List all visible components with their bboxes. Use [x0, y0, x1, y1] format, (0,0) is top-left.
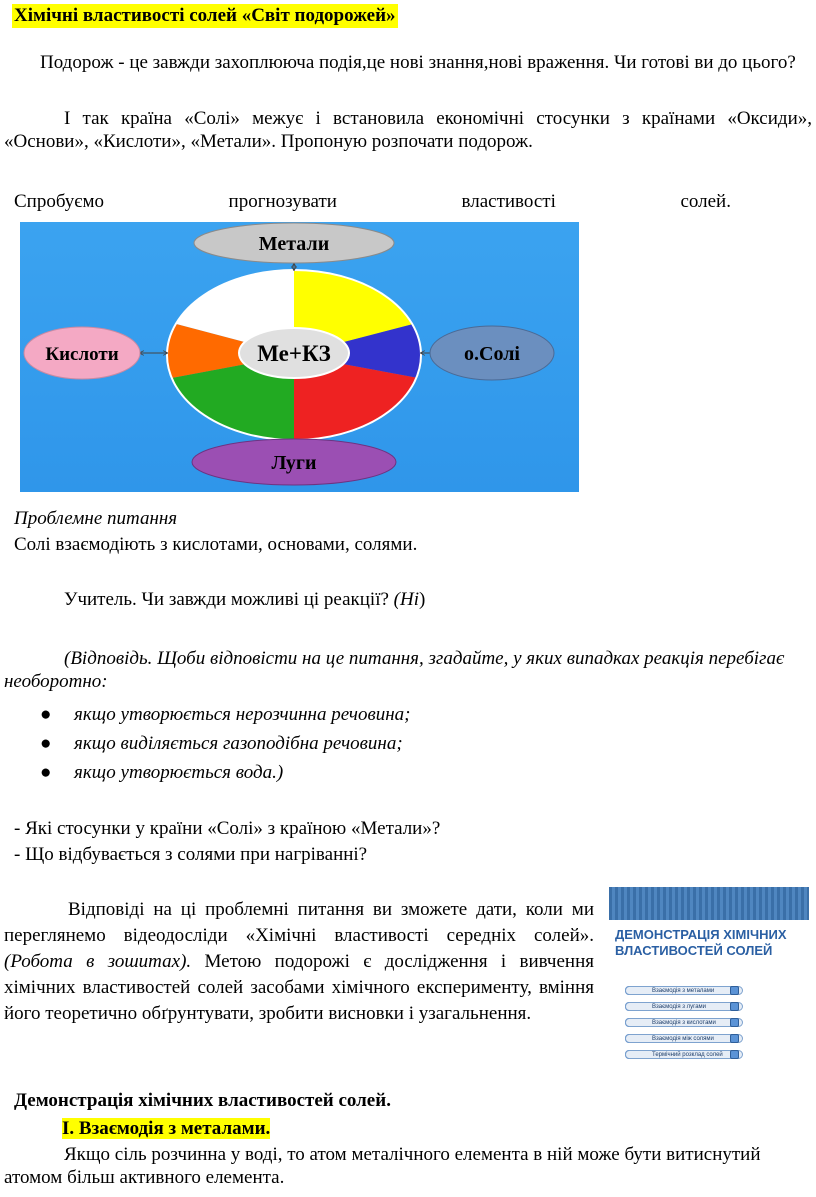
- predict-word: солей.: [680, 191, 731, 212]
- demo-video-thumbnail[interactable]: [609, 887, 809, 1052]
- salts-diagram: [20, 222, 579, 492]
- section-text: Якщо сіль розчинна у воді, то атом металічного елемента в ній може бути витиснутий атомом більш активного елемента.: [4, 1144, 761, 1188]
- answer-paragraph: (Відповідь. Щоби відповісти на це питання, згадайте, у яких випадках реакція перебігає необоротно:: [4, 648, 785, 692]
- teacher-question-text: Учитель. Чи завжди можливі ці реакції?: [64, 589, 394, 610]
- question-2: - Що відбувається з солями при нагріванні?: [14, 844, 368, 865]
- intro-paragraph-1: Подорож - це завжди захоплююча подія,це нові знання,нові враження. Чи готові ви до цього?: [40, 52, 796, 73]
- teacher-question: [64, 588, 425, 611]
- predict-word: властивості: [461, 191, 556, 212]
- predict-word: прогнозувати: [228, 191, 337, 212]
- closing-text-end: Метою подорожі є дослідження і вивчення хімічних властивостей солей засобами хімічного експерименту, вміння його теоретично обґрунтувати, зробити висновки і узагальнення.: [4, 951, 594, 1024]
- problem-statement: Солі взаємодіють з кислотами, основами, солями.: [14, 534, 418, 555]
- demo-item[interactable]: Взаємодія між солями: [625, 1034, 743, 1043]
- bullet-icon: ●: [40, 704, 52, 725]
- demo-item[interactable]: Взаємодія з металами: [625, 986, 743, 995]
- bullet-text: якщо утворюється нерозчинна речовина;: [74, 704, 411, 725]
- bullet-text: якщо утворюється вода.): [74, 762, 284, 783]
- top-label: Метали: [258, 233, 330, 255]
- right-label: о.Солі: [464, 343, 520, 365]
- bottom-label: Луги: [271, 452, 317, 474]
- question-1: - Які стосунки у країни «Солі» з країною «Метали»?: [14, 818, 441, 839]
- demo-play-icon[interactable]: [730, 1002, 739, 1011]
- page-title: Хімічні властивості солей «Світ подорожей»: [14, 5, 396, 26]
- bullet-item: [40, 703, 410, 726]
- teacher-answer: (Ні: [393, 589, 419, 610]
- bullet-icon: ●: [40, 733, 52, 754]
- bullet-icon: ●: [40, 762, 52, 783]
- demo-play-icon[interactable]: [730, 986, 739, 995]
- demo-last-row: [609, 1050, 809, 1064]
- closing-text-italic: (Робота в зошитах).: [4, 951, 192, 972]
- intro-paragraph-2: І так країна «Солі» межує і встановила економічні стосунки з країнами «Оксиди», «Основи», «Кислоти», «Метали». Пропоную розпочати подорож.: [4, 108, 812, 152]
- bullet-item: [40, 732, 403, 755]
- problem-heading: Проблемне питання: [14, 508, 178, 529]
- bullet-item: [40, 761, 283, 784]
- demo-play-icon[interactable]: [730, 1050, 739, 1059]
- demo-play-icon[interactable]: [730, 1034, 739, 1043]
- teacher-close: ): [419, 589, 426, 610]
- left-label: Кислоти: [45, 344, 119, 365]
- section-heading: Демонстрація хімічних властивостей солей.: [14, 1090, 391, 1111]
- demo-item[interactable]: Термічний розклад солей: [625, 1050, 743, 1059]
- demo-play-icon[interactable]: [730, 1018, 739, 1027]
- salts-diagram-svg: [20, 222, 579, 492]
- demo-header-bar: [609, 887, 809, 920]
- center-label: Ме+КЗ: [257, 341, 331, 366]
- subsection-heading-wrap: [62, 1117, 270, 1140]
- demo-title: ДЕМОНСТРАЦІЯ ХІМІЧНИХ ВЛАСТИВОСТЕЙ СОЛЕЙ: [615, 927, 787, 958]
- closing-paragraph: [4, 897, 594, 1027]
- bullet-text: якщо виділяється газоподібна речовина;: [74, 733, 403, 754]
- predict-word: Спробуємо: [14, 191, 104, 212]
- subsection-heading: І. Взаємодія з металами.: [62, 1118, 271, 1139]
- demo-item[interactable]: Взаємодія з лугами: [625, 1002, 743, 1011]
- closing-text-start: Відповіді на ці проблемні питання ви зможете дати, коли ми переглянемо відеодосліди «Хімічні властивості середніх солей».: [4, 899, 594, 946]
- demo-item[interactable]: Взаємодія з кислотами: [625, 1018, 743, 1027]
- predict-line: [14, 190, 731, 213]
